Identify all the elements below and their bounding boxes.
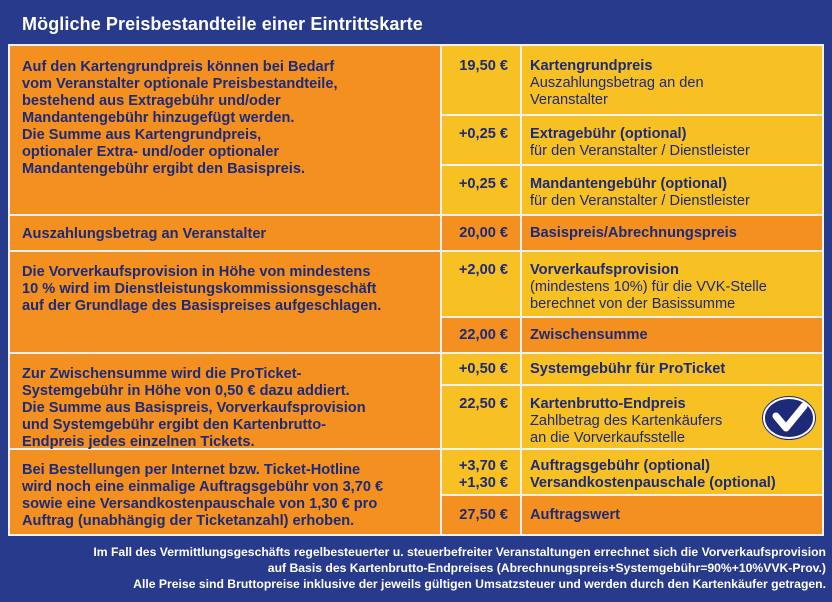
row-heading: Systemgebühr für ProTicket [530,360,726,377]
row-price-kartenbrutto: 22,50 € [442,386,520,448]
footer-line-1: Im Fall des Vermittlungsgeschäfts regelbesteuerter u. steuerbefreiter Veranstaltungen errechnet sich die Vorverkaufsprovision [93,545,826,559]
row-heading: Kartenbrutto-Endpreis [530,396,686,412]
row-desc-systemgebuehr [522,354,822,384]
row-heading: Auftragswert [530,506,621,523]
row-desc-basispreis [522,216,822,250]
row-heading: Extragebühr (optional) [530,126,687,142]
left-block-basispreis: Auf den Kartengrundpreis können bei Bedarf vom Veranstalter optionale Preisbestandteile, bestehend aus Extragebühr und/oder Mandantengebühr hinzugefügt werden. Die Summe aus Kartengrundpreis, optionaler Extra- und/oder optionaler Mandantengebühr ergibt den Basispreis. [10,46,440,214]
row-price-text: +0,50 € [458,360,508,377]
footer-notes [0,544,832,592]
row-sub: (mindestens 10%) für die VVK-Stelle berechnet von der Basissumme [530,279,767,312]
page-title: Mögliche Preisbestandteile einer Eintrittskarte [22,14,423,34]
row-desc-mandantengebuehr [522,166,822,214]
row-heading: Vorverkaufsprovision [530,262,679,278]
row-price-basispreis [442,216,520,250]
row-desc-vvk [522,252,822,316]
left-block-auszahlung [10,216,440,250]
left-block-vvk: Die Vorverkaufsprovision in Höhe von mindestens 10 % wird im Dienstleistungskommissionsgeschäft auf der Grundlage des Basispreises aufgeschlagen. [10,252,440,352]
check-badge-icon [760,394,818,442]
row-price-extragebuehr: +0,25 € [442,116,520,164]
left-block-system: Zur Zwischensumme wird die ProTicket- Systemgebühr in Höhe von 0,50 € dazu addiert. Die Summe aus Basispreis, Vorverkaufsprovision und Systemgebühr ergibt den Kartenbrutto- Endpreis jedes einzelnen Tickets. [10,354,440,448]
row-sub: Zahlbetrag des Kartenkäufers an die Vorverkaufsstelle [530,413,723,446]
left-block-auftrag: Bei Bestellungen per Internet bzw. Ticket-Hotline wird noch eine einmalige Auftragsgebühr von 3,70 € sowie eine Versandkostenpauschale von 1,30 € pro Auftrag (unabhängig der Ticketanzahl) erhoben. [10,450,440,534]
row-heading: Auftragsgebühr (optional) Versandkostenpauschale (optional) [530,458,776,491]
row-desc-auftragsgebuehr [522,450,822,494]
row-price-kartengrundpreis: 19,50 € [442,46,520,114]
row-heading: Kartengrundpreis [530,58,653,74]
row-desc-extragebuehr [522,116,822,164]
row-sub: Auszahlungsbetrag an den Veranstalter [530,75,704,108]
row-heading: Mandantengebühr (optional) [530,176,727,192]
footer-line-2: auf Basis des Kartenbrutto-Endpreises (Abrechnungspreis+Systemgebühr=90%+10%VVK-Prov.) [267,561,826,575]
row-desc-zwischensumme [522,318,822,352]
row-price-mandantengebuehr: +0,25 € [442,166,520,214]
left-block-auszahlung-text: Auszahlungsbetrag an Veranstalter [22,226,267,242]
row-price-systemgebuehr [442,354,520,384]
row-heading: Zwischensumme [530,326,648,343]
row-sub: für den Veranstalter / Dienstleister [530,193,750,209]
row-sub: für den Veranstalter / Dienstleister [530,143,750,159]
row-price-text: 22,00 € [459,326,508,343]
row-price-text: 20,00 € [459,224,508,241]
footer-line-3: Alle Preise sind Bruttopreise inklusive der jeweils gültigen Umsatzsteuer und werden durch den Kartenkäufer getragen. [133,577,826,591]
row-heading: Basispreis/Abrechnungspreis [530,224,737,241]
row-price-zwischensumme [442,318,520,352]
row-desc-kartengrundpreis [522,46,822,114]
row-desc-auftragswert [522,496,822,534]
row-price-auftragsgebuehr: +3,70 € +1,30 € [442,450,520,494]
price-table [8,44,824,536]
row-price-vvk: +2,00 € [442,252,520,316]
row-price-text: 27,50 € [459,506,508,523]
row-price-auftragswert [442,496,520,534]
